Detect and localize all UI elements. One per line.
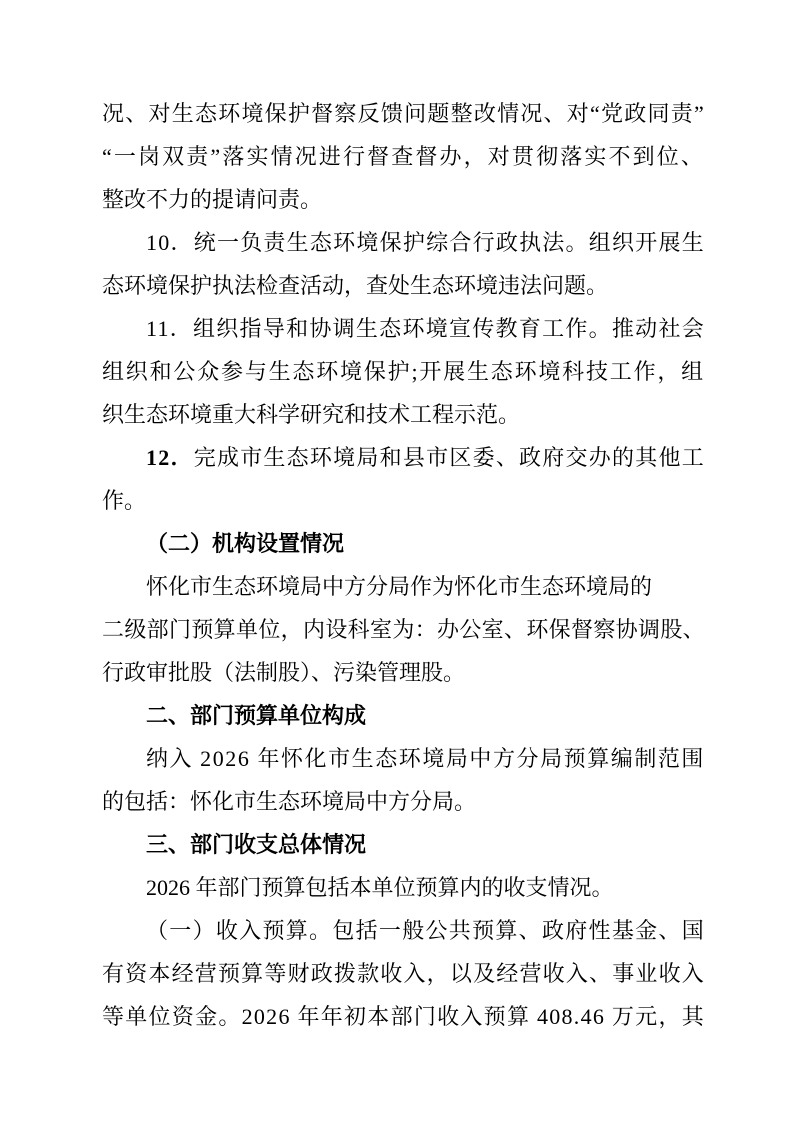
text-line xyxy=(102,178,705,221)
line-text: 有资本经营预算等财政拨款收入，以及经营收入、事业收入 xyxy=(102,961,705,986)
line-text: 整改不力的提请问责。 xyxy=(102,187,323,212)
text-line xyxy=(102,651,705,694)
line-text: 2026 年部门预算包括本单位预算内的收支情况。 xyxy=(146,875,614,900)
line-text: 三、部门收支总体情况 xyxy=(146,832,367,857)
text-line xyxy=(102,608,705,651)
text-line xyxy=(102,737,705,780)
text-line xyxy=(102,436,705,479)
line-text: “一岗双责”落实情况进行督查督办，对贯彻落实不到位、 xyxy=(102,144,705,169)
text-line xyxy=(102,866,705,909)
line-text: 11．组织指导和协调生态环境宣传教育工作。推动社会 xyxy=(146,316,705,341)
line-text: 态环境保护执法检查活动，查处生态环境违法问题。 xyxy=(102,273,609,298)
text-line xyxy=(102,92,705,135)
line-text: （二）机构设置情况 xyxy=(146,531,345,556)
text-line xyxy=(102,264,705,307)
line-text: 织生态环境重大科学研究和技术工程示范。 xyxy=(102,402,521,427)
line-text: 10．统一负责生态环境保护综合行政执法。组织开展生 xyxy=(146,230,705,255)
text-line xyxy=(102,307,705,350)
text-line xyxy=(102,393,705,436)
line-text: 等单位资金。2026 年年初本部门收入预算 408.46 万元，其 xyxy=(102,1004,705,1029)
line-text: 二、部门预算单位构成 xyxy=(146,703,367,728)
line-text: 况、对生态环境保护督察反馈问题整改情况、对“党政同责” xyxy=(102,101,705,126)
line-text: 纳入 2026 年怀化市生态环境局中方分局预算编制范围 xyxy=(146,746,705,771)
bold-run: 12． xyxy=(146,445,194,470)
text-line xyxy=(102,780,705,823)
text-run: 完成市生态环境局和县市区委、政府交办的其他工 xyxy=(193,445,705,470)
line-text: 怀化市生态环境局中方分局作为怀化市生态环境局的 xyxy=(146,574,653,599)
text-line xyxy=(102,350,705,393)
text-line xyxy=(102,135,705,178)
text-line xyxy=(102,995,705,1038)
text-line xyxy=(102,221,705,264)
heading-line xyxy=(102,694,705,737)
line-text xyxy=(146,436,705,479)
text-line xyxy=(102,909,705,952)
line-text: 行政审批股（法制股）、污染管理股。 xyxy=(102,660,466,685)
line-text: 二级部门预算单位，内设科室为：办公室、环保督察协调股、 xyxy=(102,617,705,642)
text-line xyxy=(102,952,705,995)
line-text: 组织和公众参与生态环境保护;开展生态环境科技工作，组 xyxy=(102,359,705,384)
line-text: 作。 xyxy=(102,488,147,513)
line-text: 的包括：怀化市生态环境局中方分局。 xyxy=(102,789,477,814)
heading-line xyxy=(102,823,705,866)
text-block xyxy=(102,92,705,1038)
text-line xyxy=(102,479,705,522)
heading-line xyxy=(102,522,705,565)
text-line xyxy=(102,565,705,608)
line-text: （一）收入预算。包括一般公共预算、政府性基金、国 xyxy=(146,918,705,943)
